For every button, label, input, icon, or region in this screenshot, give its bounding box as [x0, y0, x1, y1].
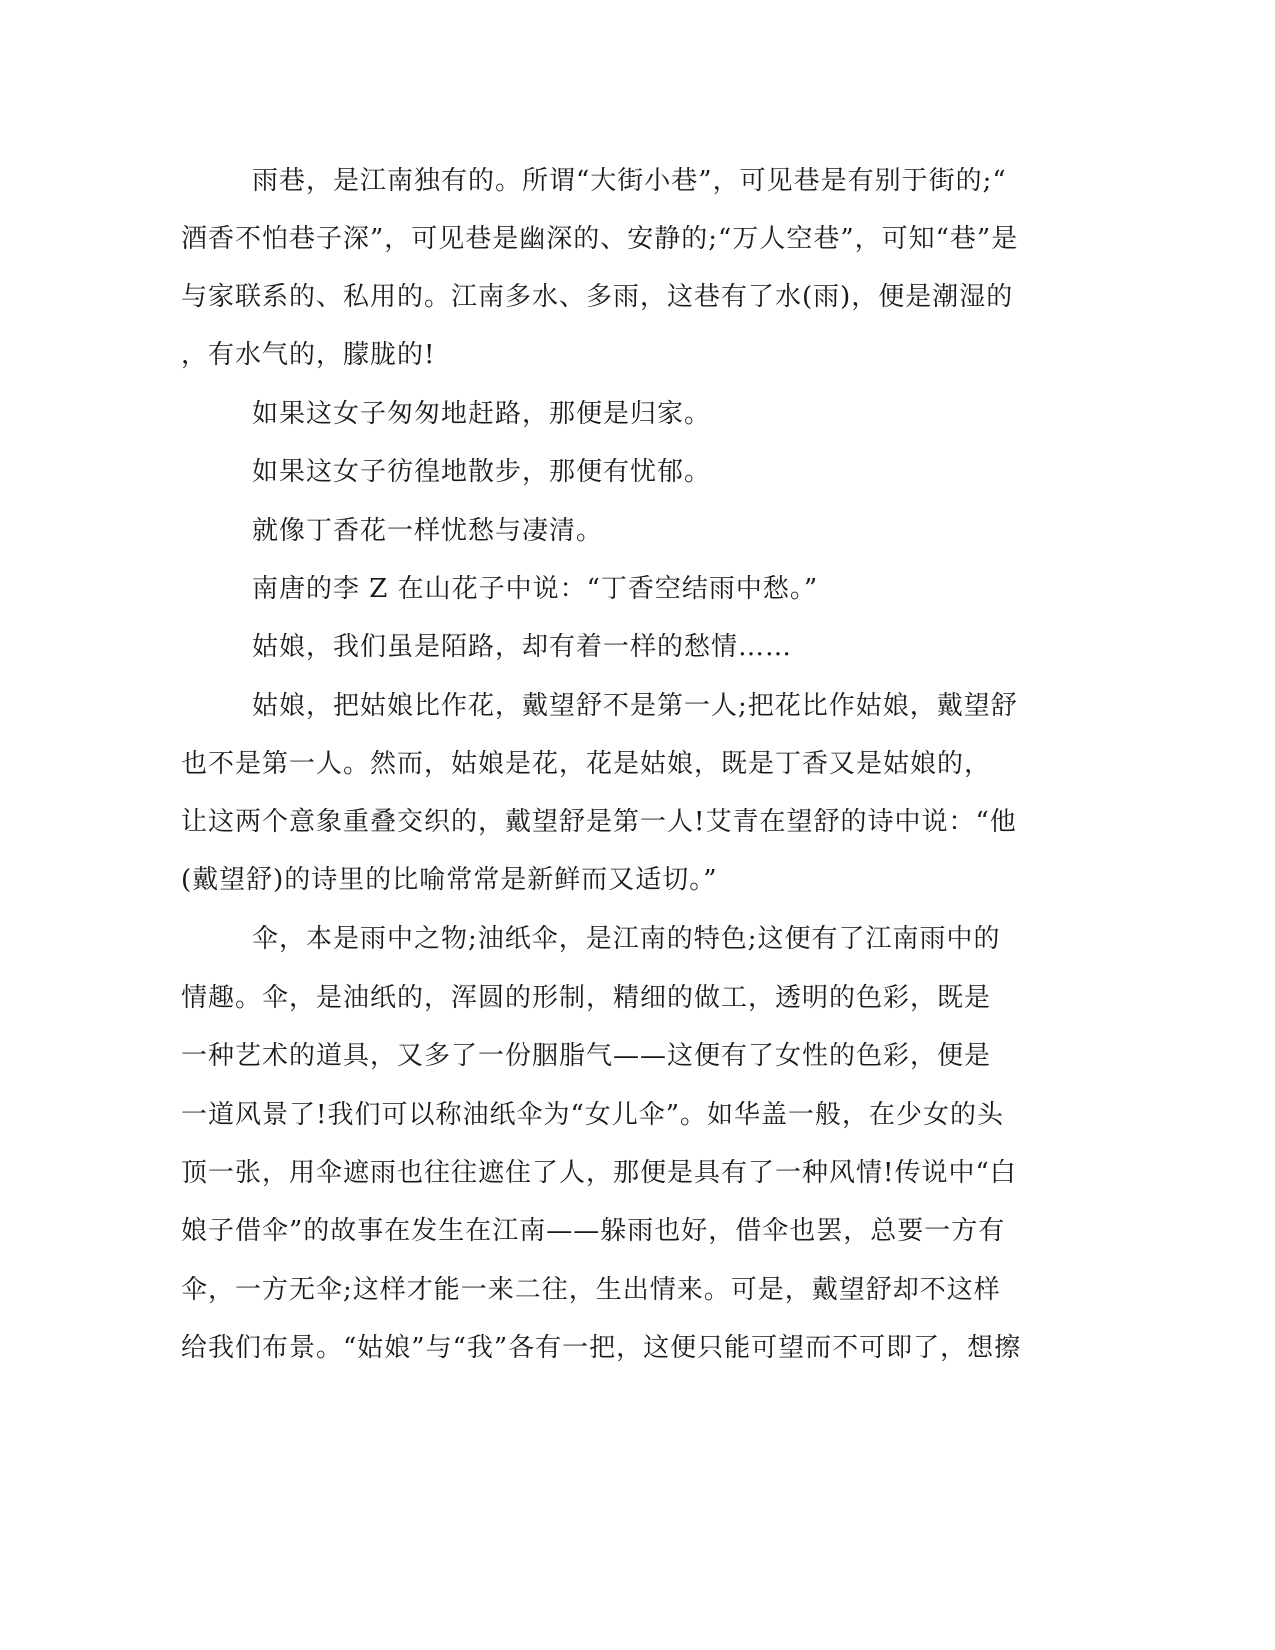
- text-line: 情趣。伞，是油纸的，浑圆的形制，精细的做工，透明的色彩，既是: [181, 983, 992, 1013]
- text-line: 也不是第一人。然而，姑娘是花，花是姑娘，既是丁香又是姑娘的，: [181, 749, 992, 779]
- text-line: 就像丁香花一样忧愁与凄清。: [252, 516, 604, 546]
- text-line: 一种艺术的道具，又多了一份胭脂气——这便有了女性的色彩，便是: [181, 1041, 992, 1071]
- text-line: 与家联系的、私用的。江南多水、多雨，这巷有了水(雨)，便是潮湿的: [181, 282, 1014, 312]
- text-line: 南唐的李 Z 在山花子中说：“丁香空结雨中愁。”: [252, 574, 819, 604]
- text-line: ，有水气的，朦胧的!: [181, 340, 436, 370]
- text-line: 雨巷，是江南独有的。所谓“大街小巷”，可见巷是有别于街的;“: [252, 166, 1007, 196]
- text-line: 如果这女子彷徨地散步，那便有忧郁。: [252, 457, 712, 487]
- text-line: 如果这女子匆匆地赶路，那便是归家。: [252, 399, 712, 429]
- text-line: 让这两个意象重叠交织的，戴望舒是第一人!艾青在望舒的诗中说：“他: [181, 807, 1017, 837]
- text-line: 给我们布景。“姑娘”与“我”各有一把，这便只能可望而不可即了，想擦: [181, 1333, 1022, 1363]
- text-line: 娘子借伞”的故事在发生在江南——躲雨也好，借伞也罢，总要一方有: [181, 1216, 1006, 1246]
- text-line: 一道风景了!我们可以称油纸伞为“女儿伞”。如华盖一般，在少女的头: [181, 1100, 1005, 1130]
- text-line: 姑娘，把姑娘比作花，戴望舒不是第一人;把花比作姑娘，戴望舒: [252, 691, 1018, 721]
- text-line: (戴望舒)的诗里的比喻常常是新鲜而又适切。”: [181, 865, 718, 895]
- text-line: 姑娘，我们虽是陌路，却有着一样的愁情……: [252, 632, 793, 662]
- text-line: 顶一张，用伞遮雨也往往遮住了人，那便是具有了一种风情!传说中“白: [181, 1158, 1017, 1188]
- text-line: 伞，一方无伞;这样才能一来二往，生出情来。可是，戴望舒却不这样: [181, 1275, 1001, 1305]
- text-line: 伞，本是雨中之物;油纸伞，是江南的特色;这便有了江南雨中的: [252, 924, 1001, 954]
- text-line: 酒香不怕巷子深”，可见巷是幽深的、安静的;“万人空巷”，可知“巷”是: [181, 224, 1019, 254]
